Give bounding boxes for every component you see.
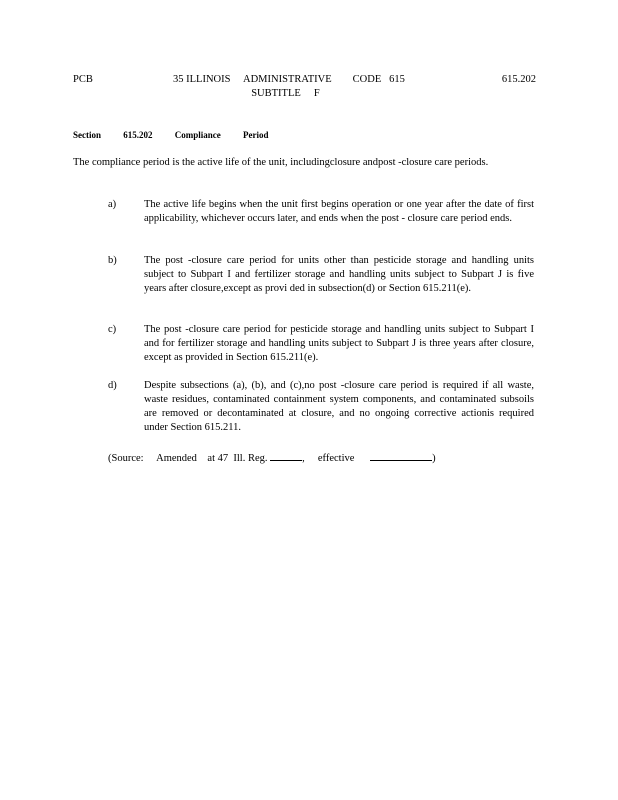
header-title-line1: 35 ILLINOIS ADMINISTRATIVE CODE 615: [173, 74, 405, 85]
subsection-a: [108, 198, 534, 226]
subsection-text: The post -closure care period for units other than pesticide storage and handling units subject to Subpart I and fertilizer storage and handling units subject to Subpart J is five years after closure,except as provi ded in subsection(d) or Section 615.211(e).: [144, 255, 534, 294]
subsection-label: b): [108, 255, 117, 266]
subsection-c: [108, 323, 534, 365]
header-title-line2: SUBTITLE F: [251, 88, 320, 99]
subsection-text: Despite subsections (a), (b), and (c),no post -closure care period is required if all waste, waste residues, contaminated containment system components, and contaminated subsoils are removed or decontaminated at closure, and no ongoing corrective actionis required under Section 615.211.: [144, 380, 534, 433]
header-agency: PCB: [73, 74, 93, 85]
source-middle: , effective: [302, 453, 355, 464]
subsection-label: c): [108, 324, 117, 335]
subsection-label: a): [108, 199, 117, 210]
source-note: [108, 450, 436, 466]
section-heading: Section 615.202 Compliance Period: [73, 130, 269, 140]
source-prefix: (Source: Amended at 47 Ill. Reg.: [108, 453, 268, 464]
subsection-label: d): [108, 380, 117, 391]
subsection-text: The active life begins when the unit first begins operation or one year after the date of first applicability, whichever occurs later, and ends when the post - closure care period ends.: [144, 199, 534, 224]
source-suffix: ): [432, 453, 436, 464]
subsection-d: [108, 379, 534, 435]
subsection-b: [108, 254, 534, 296]
header-title: [173, 73, 405, 101]
header-section-number: 615.202: [501, 74, 536, 85]
blank-effective-date: [370, 450, 432, 461]
subsection-text: The post -closure care period for pesticide storage and handling units subject to Subpart I and for fertilizer storage and handling units subject to Subpart J is three years after closure, except as provided in Section 615.211(e).: [144, 324, 534, 363]
intro-paragraph: The compliance period is the active life of the unit, includingclosure andpost -closure care periods.: [73, 157, 489, 168]
blank-reg-page: [270, 450, 302, 461]
page-header: [73, 73, 536, 103]
